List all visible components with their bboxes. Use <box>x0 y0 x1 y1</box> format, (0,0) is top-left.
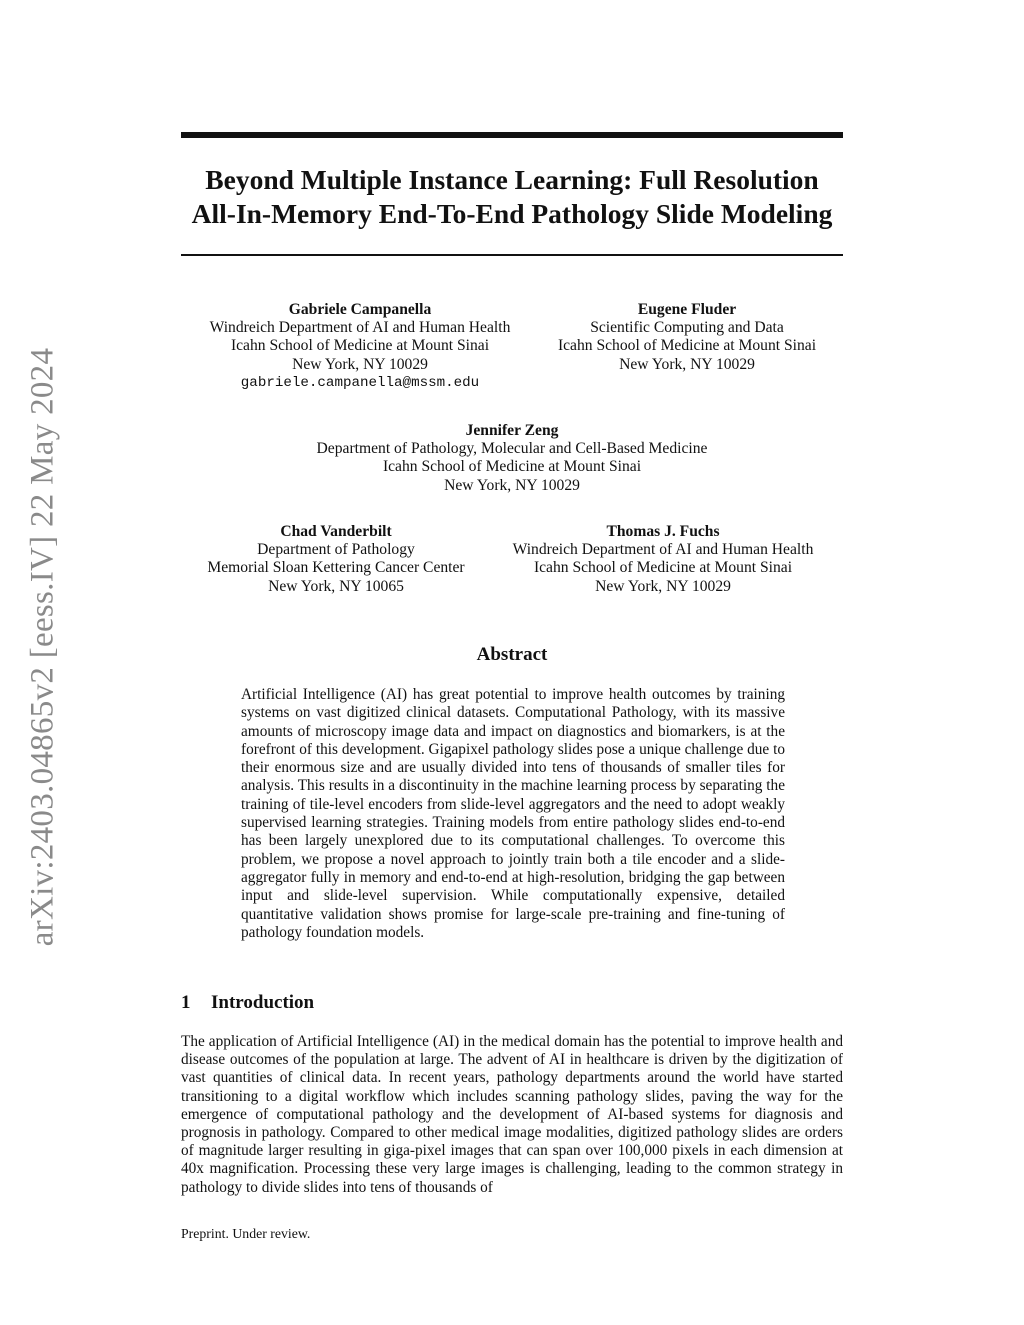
author-block-vanderbilt <box>181 523 491 596</box>
author-name: Thomas J. Fuchs <box>606 523 720 540</box>
author-email[interactable]: gabriele.campanella@mssm.edu <box>240 374 480 391</box>
introduction-body: The application of Artificial Intelligence (AI) in the medical domain has the potential to improve health and disease outcomes of the population at large. The advent of AI in healthcare is driven by the digitization of vast quantities of clinical data. In recent years, pathology departments around the world have started transitioning to a digital workflow which includes scanning pathology slides, paving the way for the emergence of computational pathology and the development of AI-based systems for diagnosis and prognosis in pathology. Compared to other medical image modalities, digitized pathology slides are orders of magnitude larger resulting in giga-pixel images that can span over 100,000 pixels in each dimension at 40x magnification. Processing these very large images is challenging, leading to the common strategy in pathology to divide slides into tens of thousands of <box>181 1033 843 1196</box>
author-address: New York, NY 10065 <box>268 577 404 595</box>
author-affiliation: Windreich Department of AI and Human Health <box>512 541 814 559</box>
author-affiliation: Department of Pathology <box>257 541 415 559</box>
author-address: New York, NY 10029 <box>444 476 580 494</box>
author-name: Chad Vanderbilt <box>280 523 392 540</box>
author-affiliation: Windreich Department of AI and Human Health <box>209 319 511 337</box>
section-heading-introduction <box>181 991 314 1015</box>
title-bottom-rule <box>181 254 843 256</box>
title-line-2: All-In-Memory End-To-End Pathology Slide Modeling <box>191 198 833 229</box>
author-block-zeng <box>181 422 843 495</box>
author-institution: Memorial Sloan Kettering Cancer Center <box>207 559 465 577</box>
preprint-footer: Preprint. Under review. <box>181 1226 311 1241</box>
abstract-heading: Abstract <box>476 644 548 665</box>
author-affiliation: Scientific Computing and Data <box>590 319 784 337</box>
author-affiliation: Department of Pathology, Molecular and Cell-Based Medicine <box>316 440 708 458</box>
author-name: Eugene Fluder <box>637 301 737 318</box>
section-title: Introduction <box>211 992 315 1013</box>
section-number: 1 <box>181 992 191 1013</box>
author-address: New York, NY 10029 <box>619 355 755 373</box>
author-institution: Icahn School of Medicine at Mount Sinai <box>382 458 642 476</box>
author-block-fluder <box>531 301 843 374</box>
author-address: New York, NY 10029 <box>595 577 731 595</box>
author-institution: Icahn School of Medicine at Mount Sinai <box>533 559 793 577</box>
abstract-body: Artificial Intelligence (AI) has great potential to improve health outcomes by training systems on vast digitized clinical datasets. Computational Pathology, with its massive amounts of microscopy image data and impact on diagnostics and biomarkers, is at the forefront of this development. Gigapixel pathology slides pose a unique challenge due to their enormous size and are usually divided into tens of thousands of smaller tiles for analysis. This results in a discontinuity in the machine learning process by separating the training of tile-level encoders from slide-level aggregators and the need to adopt weakly supervised learning strategies. Training models from entire pathology slides end-to-end has been largely unexplored due to its computational challenges. To overcome this problem, we propose a novel approach to jointly train both a tile encoder and a slide-aggregator fully in memory and end-to-end at high-resolution, bridging the gap between input and slide-level supervision. While computationally expensive, detailed quantitative validation shows promise for large-scale pre-training and fine-tuning of pathology foundation models. <box>241 686 785 941</box>
paper-title <box>181 163 843 231</box>
arxiv-identifier: arXiv:2403.04865v2 [eess.IV] 22 May 2024 <box>24 347 61 947</box>
author-name: Gabriele Campanella <box>288 301 432 318</box>
title-top-rule <box>181 132 843 138</box>
author-block-campanella <box>181 301 539 392</box>
author-name: Jennifer Zeng <box>465 422 559 439</box>
author-institution: Icahn School of Medicine at Mount Sinai <box>557 337 817 355</box>
author-institution: Icahn School of Medicine at Mount Sinai <box>230 337 490 355</box>
title-line-1: Beyond Multiple Instance Learning: Full Resolution <box>205 164 819 195</box>
author-address: New York, NY 10029 <box>292 355 428 373</box>
author-block-fuchs <box>491 523 835 596</box>
